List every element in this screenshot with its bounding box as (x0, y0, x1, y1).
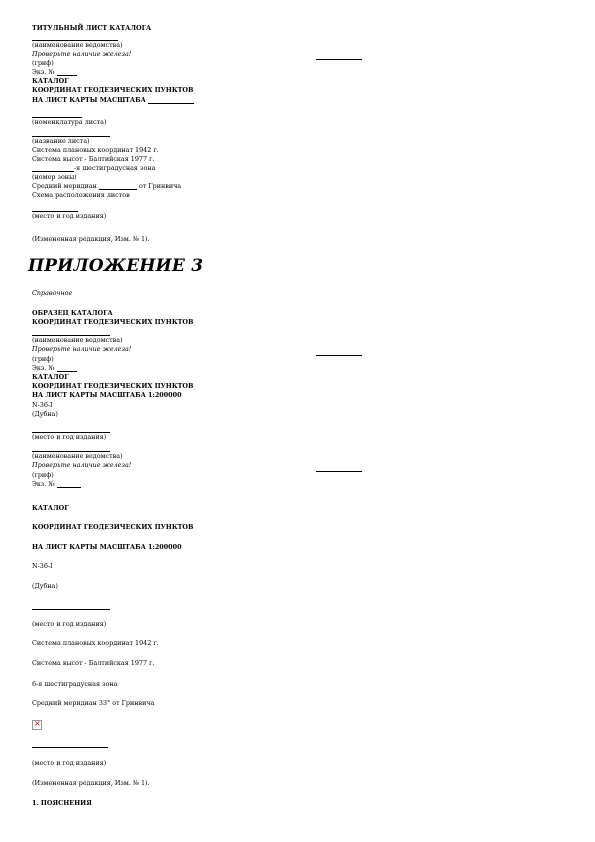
appendix-note: Справочное (32, 289, 73, 297)
coord-system: Система плановых координат 1942 г. (32, 146, 159, 154)
nomenclature: N-36-I (32, 401, 53, 409)
catalog-label-2: КАТАЛОГ (32, 504, 69, 512)
sheet-scale-label: НА ЛИСТ КАРТЫ МАСШТАБА (32, 96, 194, 104)
appendix-title: ПРИЛОЖЕНИЕ 3 (28, 256, 204, 276)
section-heading: 1. ПОЯСНЕНИЯ (32, 799, 92, 807)
coord-system: Система плановых координат 1942 г. (32, 639, 159, 647)
height-system: Система высот - Балтийская 1977 г. (32, 659, 155, 667)
check-note-2: Проверьте наличие железа! (32, 461, 132, 469)
place-year-caption: (место и год издания) (32, 212, 107, 220)
sheet-scale-label-2: НА ЛИСТ КАРТЫ МАСШТАБА 1:200000 (32, 543, 182, 551)
place-year-caption-3: (место и год издания) (32, 759, 107, 767)
nomenclature-caption: (номенклатура листа) (32, 118, 107, 126)
right-stamp-line-2 (316, 471, 362, 472)
stamp-caption-2: (гриф) (32, 471, 54, 479)
coords-label-2: КООРДИНАТ ГЕОДЕЗИЧЕСКИХ ПУНКТОВ (32, 523, 194, 531)
broken-image-icon: × (34, 719, 41, 728)
place-year-caption: (место и год издания) (32, 433, 107, 441)
city-2: (Дубна) (32, 582, 58, 590)
check-note: Проверьте наличие железа! (32, 345, 132, 353)
sample-title-1: ОБРАЗЕЦ КАТАЛОГА (32, 309, 113, 317)
coords-label: КООРДИНАТ ГЕОДЕЗИЧЕСКИХ ПУНКТОВ (32, 382, 194, 390)
stamp-caption: (гриф) (32, 355, 54, 363)
revision-note: (Измененная редакция, Изм. № 1). (32, 235, 150, 243)
nomenclature-2: N-36-I (32, 562, 53, 570)
check-note: Проверьте наличие железа! (32, 50, 132, 58)
copy-number-2: Экз. № (32, 480, 81, 488)
coords-label: КООРДИНАТ ГЕОДЕЗИЧЕСКИХ ПУНКТОВ (32, 86, 194, 94)
height-system: Система высот - Балтийская 1977 г. (32, 155, 155, 163)
place-blank-line-2 (32, 609, 110, 610)
stamp-caption: (гриф) (32, 59, 54, 67)
zone-line: 6-я шестиградусная зона (32, 680, 118, 688)
right-stamp-line (316, 355, 362, 356)
place-blank-line-3 (32, 747, 108, 748)
org-caption: (наименование ведомства) (32, 336, 123, 344)
org-caption: (наименование ведомства) (32, 41, 123, 49)
org-caption-2: (наименование ведомства) (32, 452, 123, 460)
catalog-label: КАТАЛОГ (32, 373, 69, 381)
sheet-scale-label: НА ЛИСТ КАРТЫ МАСШТАБА 1:200000 (32, 391, 182, 399)
place-year-caption-2: (место и год издания) (32, 620, 107, 628)
revision-note: (Измененная редакция, Изм. № 1). (32, 779, 150, 787)
zone-number-caption: (номер зоны) (32, 173, 77, 181)
copy-number: Экз. № (32, 364, 77, 372)
city: (Дубна) (32, 410, 58, 418)
layout-scheme: Схема расположения листов (32, 191, 130, 199)
catalog-label: КАТАЛОГ (32, 77, 69, 85)
meridian-line: Средний меридиан 33° от Гринвича (32, 699, 155, 707)
title-sheet-header: ТИТУЛЬНЫЙ ЛИСТ КАТАЛОГА (32, 24, 152, 32)
zone-line: -я шестиградусная зона (32, 164, 155, 172)
copy-number: Экз. № (32, 68, 77, 76)
sample-title-2: КООРДИНАТ ГЕОДЕЗИЧЕСКИХ ПУНКТОВ (32, 318, 194, 326)
right-stamp-line (316, 59, 362, 60)
meridian-line: Средний меридиан от Гринвича (32, 182, 182, 190)
sheet-name-caption: (название листа) (32, 137, 90, 145)
